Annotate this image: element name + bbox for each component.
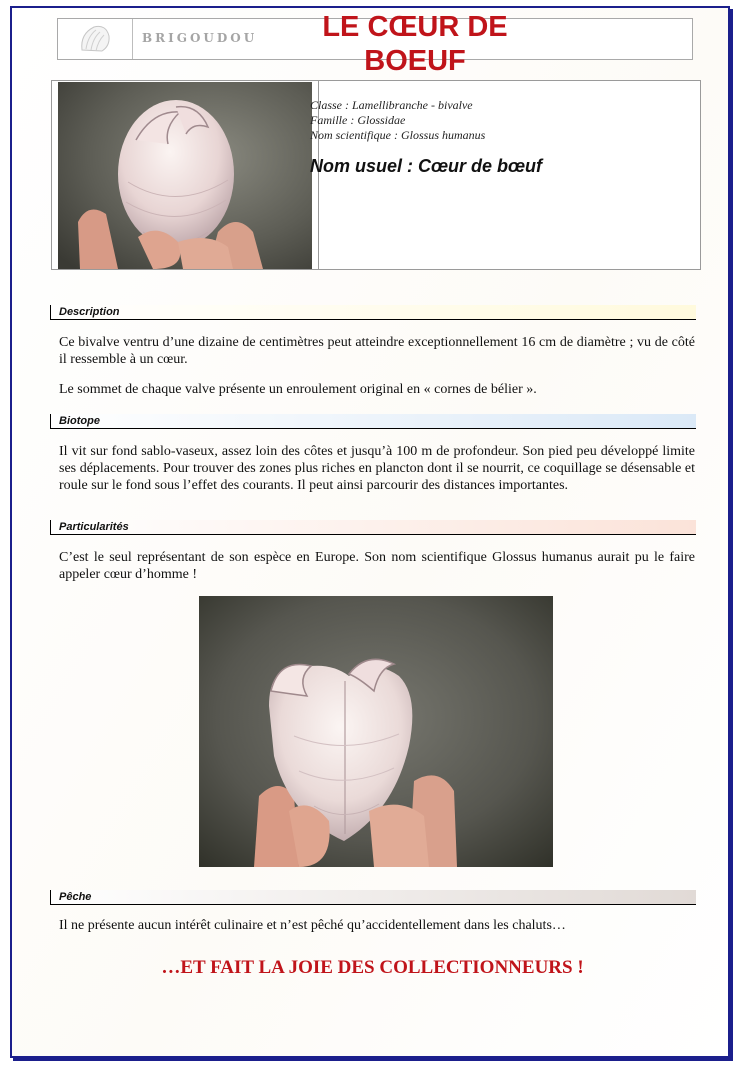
description-paragraph-1: Ce bivalve ventru d’une dizaine de centimètres peut atteindre exceptionnellement 16 cm de diamètre ; vu de côté il ressemble à un cœur. <box>59 335 695 367</box>
description-paragraph-2: Le sommet de chaque valve présente un enroulement original en « cornes de bélier ». <box>59 382 537 397</box>
shell-photo-top <box>58 82 312 269</box>
shell-logo-icon <box>76 22 114 56</box>
taxonomy-scientific-name: Nom scientifique : Glossus humanus <box>310 128 486 142</box>
closing-line: …ET FAIT LA JOIE DES COLLECTIONNEURS ! <box>161 957 584 978</box>
taxonomy-block <box>310 98 485 143</box>
taxonomy-famille: Famille : Glossidae <box>310 113 406 127</box>
peche-paragraph: Il ne présente aucun intérêt culinaire et n’est pêché qu’accidentellement dans les chaluts… <box>59 918 566 933</box>
taxonomy-classe: Classe : Lamellibranche - bivalve <box>310 98 473 112</box>
section-heading-particularites: Particularités <box>50 520 696 535</box>
common-name: Nom usuel : Cœur de bœuf <box>310 156 542 176</box>
shell-photo-middle <box>199 596 553 867</box>
section-heading-peche: Pêche <box>50 890 696 905</box>
species-title: LE CŒUR DE BOEUF <box>322 11 508 77</box>
biotope-paragraph: Il vit sur fond sablo-vaseux, assez loin des côtes et jusqu’à 100 m de profondeur. Son pied peu développé limite ses déplacements. Pour trouver des zones plus riches en plancton dont il se nourrit, ce coquillage se désensable et roule sur le fond sous l’effet des courants. Il peut ainsi parcourir des distances importantes. <box>59 444 695 493</box>
particularites-paragraph: C’est le seul représentant de son espèce en Europe. Son nom scientifique Glossus humanus aurait pu le faire appeler cœur d’homme ! <box>59 550 695 582</box>
shell-logo <box>58 19 133 59</box>
brand-name: BRIGOUDOU <box>142 31 258 45</box>
section-heading-description: Description <box>50 305 696 320</box>
section-heading-biotope: Biotope <box>50 414 696 429</box>
